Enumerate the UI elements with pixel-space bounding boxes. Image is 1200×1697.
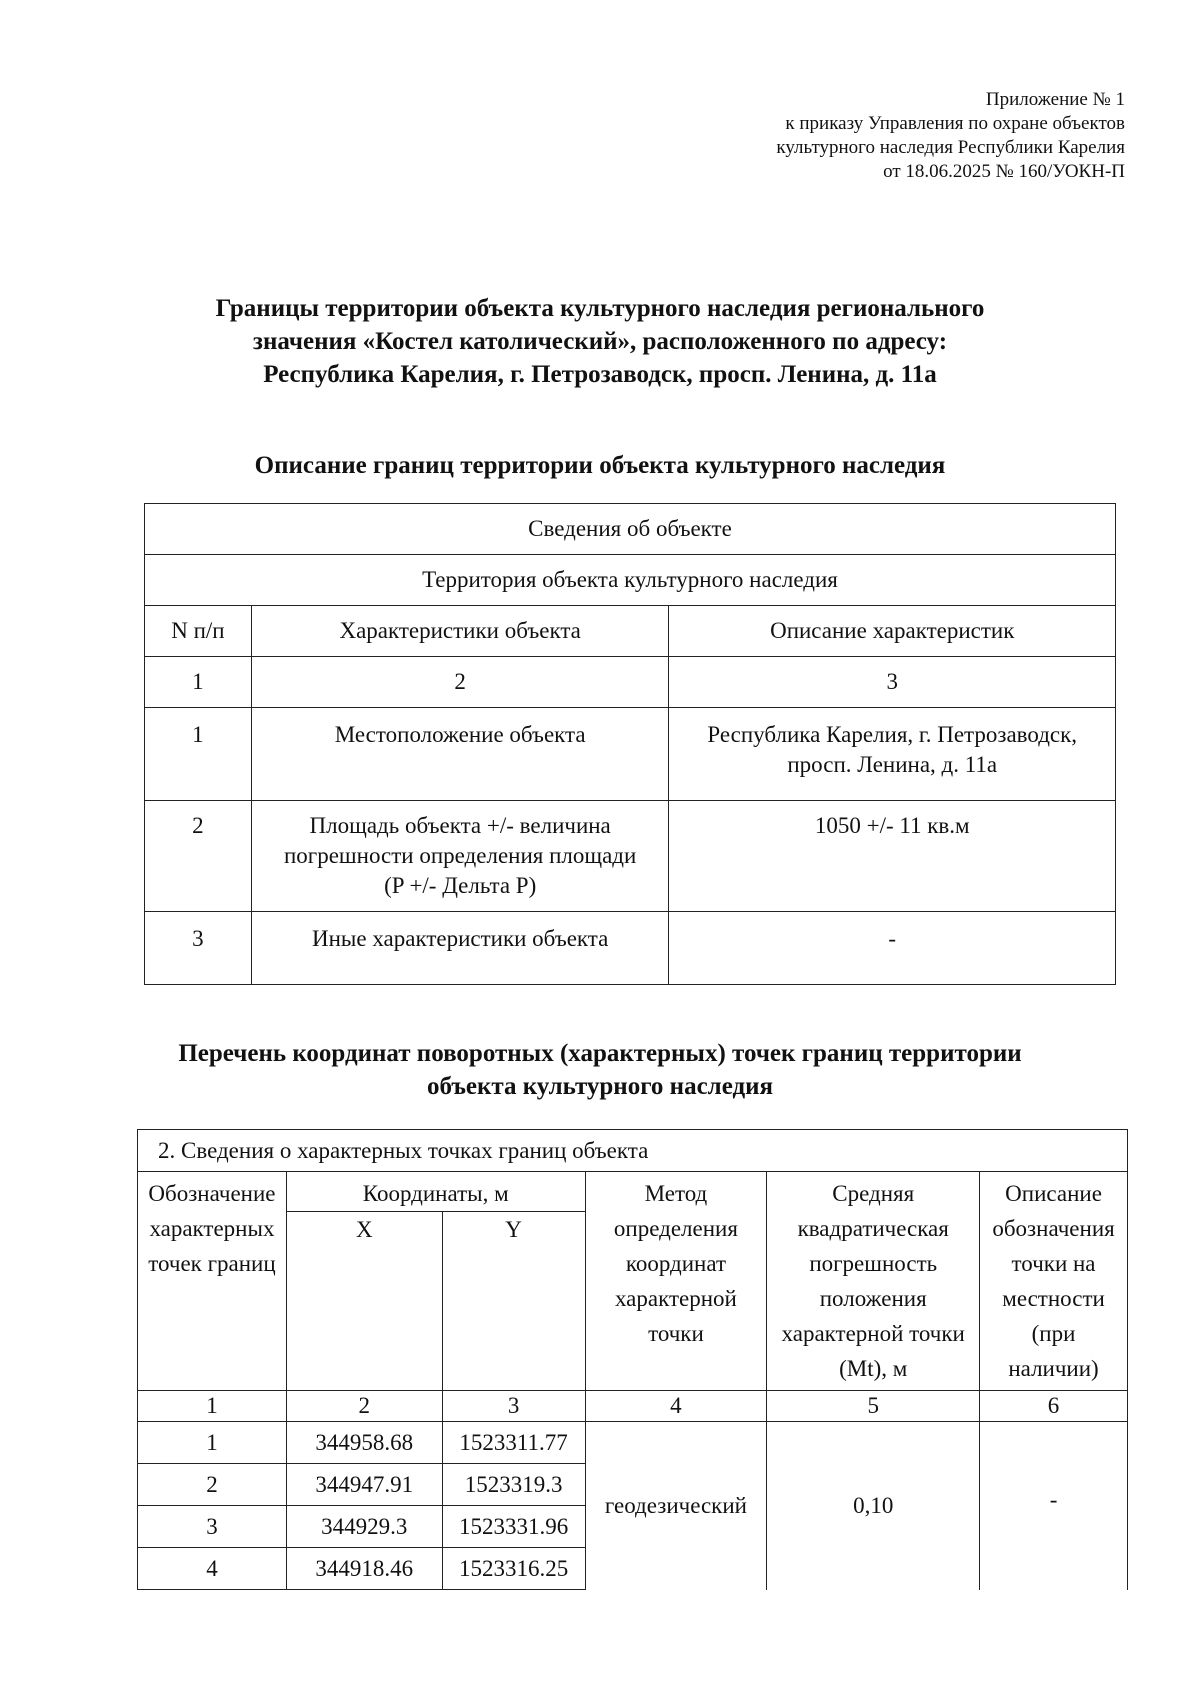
header-line: характерных: [149, 1216, 275, 1241]
table-header-row: [145, 504, 1116, 555]
characteristic-line: погрешности определения площади: [283, 843, 637, 868]
header-line: координат: [625, 1251, 727, 1276]
appendix-line: культурного наследия Республики Карелия: [776, 137, 1125, 158]
point-y: 1523316.25: [442, 1548, 585, 1590]
row-characteristic: Иные характеристики объекта: [251, 912, 669, 985]
header-y: Y: [442, 1212, 585, 1391]
header-line: Метод: [644, 1181, 708, 1206]
table-subheader-row: [145, 555, 1116, 606]
section2-title-line: объекта культурного наследия: [426, 1073, 774, 1100]
point-id: 4: [138, 1548, 287, 1590]
header-line: местности: [1002, 1286, 1105, 1311]
header-line: характерной: [614, 1286, 737, 1311]
column-header: N п/п: [145, 606, 252, 657]
column-number: 2: [286, 1391, 442, 1422]
description-value: -: [1049, 1487, 1058, 1513]
table-header-row: [138, 1172, 1128, 1212]
header-line: (Mt), м: [839, 1356, 908, 1381]
section2-title-line: Перечень координат поворотных (характерных) точек границ территории: [178, 1040, 1022, 1067]
header-line: квадратическая: [797, 1216, 949, 1241]
row-number: 2: [145, 801, 252, 912]
title-line: Республика Карелия, г. Петрозаводск, просп. Ленина, д. 11а: [263, 361, 937, 388]
points-table: [137, 1129, 1128, 1590]
section2-title: [100, 1037, 1100, 1103]
point-id: 2: [138, 1464, 287, 1506]
appendix-line: Приложение № 1: [985, 89, 1125, 110]
column-number: 3: [669, 657, 1116, 708]
table-columns-row: [145, 606, 1116, 657]
point-x: 344918.46: [286, 1548, 442, 1590]
row-characteristic: Местоположение объекта: [251, 708, 669, 801]
point-id: 3: [138, 1506, 287, 1548]
column-number: 3: [442, 1391, 585, 1422]
title-line: значения «Костел католический», расположенного по адресу:: [252, 328, 948, 355]
row-number: 1: [145, 708, 252, 801]
error-cell: 0,10: [767, 1422, 980, 1590]
column-numbers-row: [138, 1391, 1128, 1422]
row-description: -: [669, 912, 1116, 985]
object-info-table: [144, 503, 1116, 985]
header-line: определения: [613, 1216, 738, 1241]
header-line: погрешность: [809, 1251, 938, 1276]
column-number: 1: [138, 1391, 287, 1422]
point-y: 1523319.3: [442, 1464, 585, 1506]
point-x: 344958.68: [286, 1422, 442, 1464]
point-x: 344947.91: [286, 1464, 442, 1506]
table-row: [138, 1422, 1128, 1464]
header-line: Описание: [1005, 1181, 1102, 1206]
header-description: [980, 1172, 1128, 1391]
appendix-line: к приказу Управления по охране объектов: [785, 113, 1125, 134]
description-cell: [980, 1422, 1128, 1590]
column-number: 2: [251, 657, 669, 708]
header-x: X: [286, 1212, 442, 1391]
header-line: точек границ: [148, 1251, 276, 1276]
point-y: 1523311.77: [442, 1422, 585, 1464]
column-number: 1: [145, 657, 252, 708]
column-numbers-row: [145, 657, 1116, 708]
table-row: [145, 708, 1116, 801]
method-cell: геодезический: [585, 1422, 767, 1590]
header-coordinates: Координаты, м: [286, 1172, 585, 1212]
table-header-cell: Сведения об объекте: [145, 504, 1116, 555]
point-y: 1523331.96: [442, 1506, 585, 1548]
header-line: точки на: [1011, 1251, 1096, 1276]
description-line: просп. Ленина, д. 11а: [787, 752, 998, 777]
header-line: наличии): [1008, 1356, 1099, 1381]
column-header: Описание характеристик: [669, 606, 1116, 657]
table-row: [145, 912, 1116, 985]
column-number: 5: [767, 1391, 980, 1422]
header-line: Обозначение: [148, 1181, 276, 1206]
description-line: Республика Карелия, г. Петрозаводск,: [707, 722, 1078, 747]
header-line: положения: [819, 1286, 927, 1311]
header-point-designation: [138, 1172, 287, 1391]
characteristic-line: (P +/- Дельта P): [384, 873, 537, 898]
table-caption: 2. Сведения о характерных точках границ объекта: [138, 1130, 1128, 1172]
row-characteristic: [251, 801, 669, 912]
table-caption-row: [138, 1130, 1128, 1172]
section1-title: Описание границ территории объекта культурного наследия: [254, 452, 946, 479]
header-line: точки: [648, 1321, 704, 1346]
header-error: [767, 1172, 980, 1391]
header-method: [585, 1172, 767, 1391]
table-row: [145, 801, 1116, 912]
row-description: 1050 +/- 11 кв.м: [669, 801, 1116, 912]
table-subheader-cell: Территория объекта культурного наследия: [145, 555, 1116, 606]
title-line: Границы территории объекта культурного наследия регионального: [215, 295, 985, 322]
point-id: 1: [138, 1422, 287, 1464]
appendix-line: от 18.06.2025 № 160/УОКН-П: [883, 161, 1125, 182]
header-line: Средняя: [832, 1181, 915, 1206]
column-header: Характеристики объекта: [251, 606, 669, 657]
column-number: 6: [980, 1391, 1128, 1422]
column-number: 4: [585, 1391, 767, 1422]
document-title: [100, 292, 1100, 391]
row-description: [669, 708, 1116, 801]
header-line: (при: [1031, 1321, 1076, 1346]
appendix-header: [525, 88, 1125, 184]
row-number: 3: [145, 912, 252, 985]
header-line: обозначения: [992, 1216, 1115, 1241]
characteristic-line: Площадь объекта +/- величина: [309, 813, 611, 838]
point-x: 344929.3: [286, 1506, 442, 1548]
header-line: характерной точки: [781, 1321, 965, 1346]
